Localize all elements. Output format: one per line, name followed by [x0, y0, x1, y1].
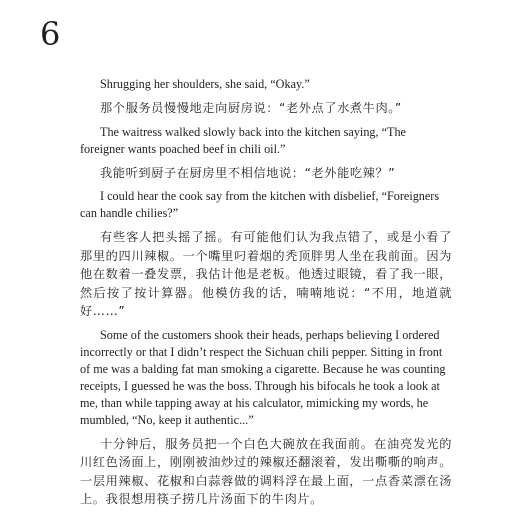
- paragraph-en-4: Some of the customers shook their heads, perhaps believing I ordered incorrectly or that I didn’t respect the Sichuan chili pepper. Sitting in front of me was a balding fat man smoking a cigarette. Because he was counting receipts, I guessed he was the boss. Through his bifocals he took a look at me, than while tapping away at his calculator, mimicking my words, he mumbled, “No, keep it authentic...”: [80, 327, 446, 427]
- page-number: 6: [40, 15, 61, 53]
- paragraph-en-3: I could hear the cook say from the kitchen with disbelief, “Foreigners can handle chilies?”: [80, 189, 440, 220]
- paragraph-en-2: The waitress walked slowly back into the kitchen saying, “The foreigner wants poached beef in chili oil.”: [80, 124, 406, 156]
- paragraph-zh-3: 有些客人把头摇了摇。有可能他们认为我点错了，或是小看了那里的四川辣椒。一个嘴里叼着烟的秃顶胖男人坐在我前面。因为他在数着一叠发票，我估计他是老板。他透过眼镜，看了我一眼，然后按了按计算器。他模仿我的话，喃喃地说：“不用，地道就好……”: [80, 230, 452, 318]
- paragraph-zh-1: 那个服务员慢慢地走向厨房说：“老外点了水煮牛肉。”: [100, 101, 402, 115]
- paragraph-zh-2: 我能听到厨子在厨房里不相信地说：“老外能吃辣？”: [100, 165, 396, 180]
- paragraph-zh-4: 十分钟后，服务员把一个白色大碗放在我面前。在油亮发光的川红色汤面上，刚刚被油炒过的辣椒还翻滚着，发出嘶嘶的响声。一层用辣椒、花椒和白蒜蓉做的调料浮在最上面，一点香菜漂在汤上。我很想用筷子捞几片汤面下的牛肉片。: [80, 436, 452, 506]
- page-body: [80, 76, 452, 515]
- paragraph-en-1: Shrugging her shoulders, she said, “Okay.”: [100, 77, 310, 91]
